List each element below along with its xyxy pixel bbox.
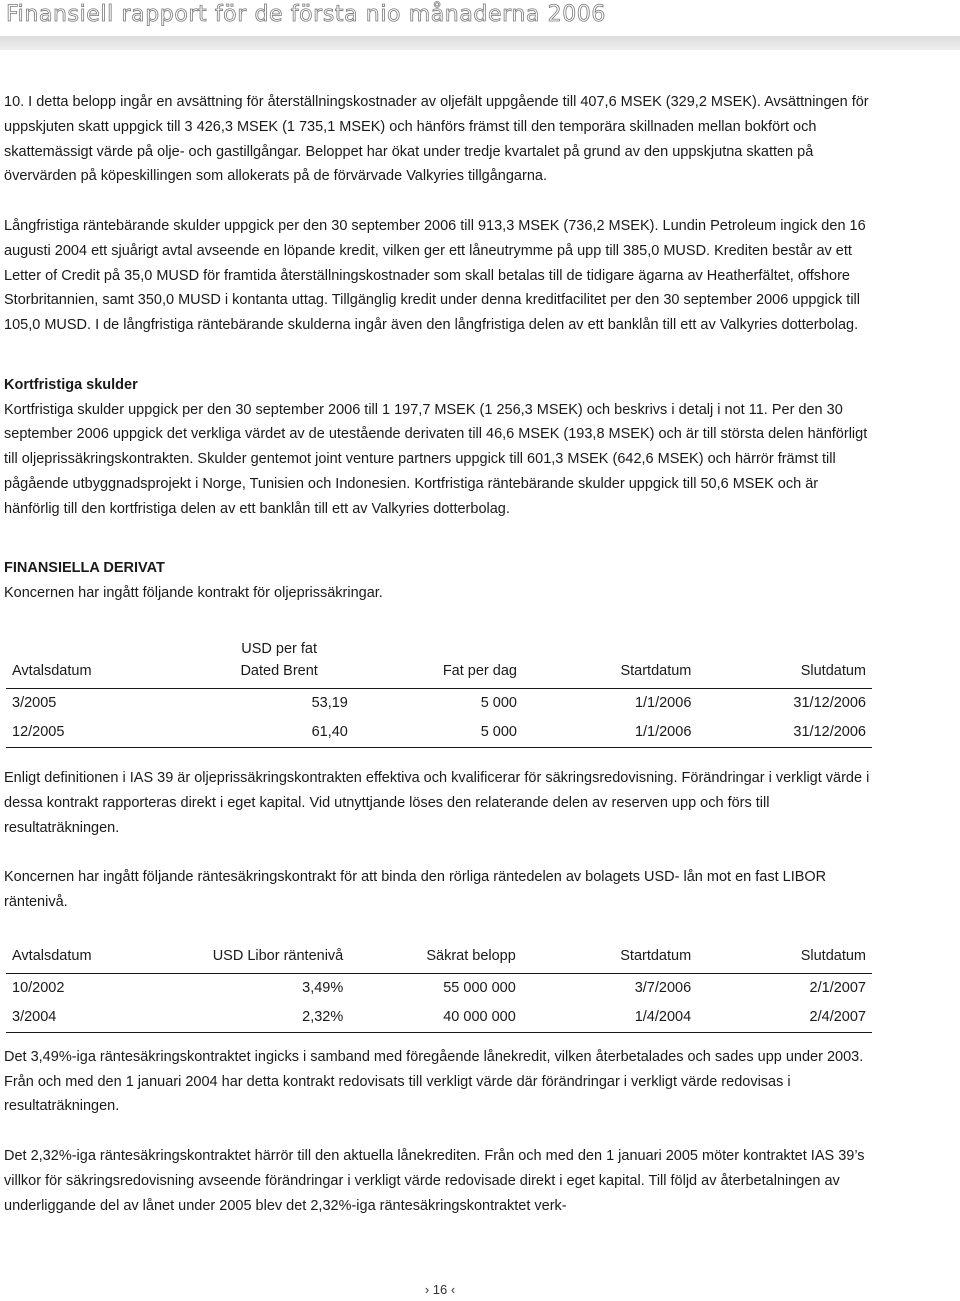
header-band [0,36,960,50]
short-term-liabilities-heading: Kortfristiga skulder [4,376,138,393]
column-header: Avtalsdatum [6,638,204,689]
table-cell: 40 000 000 [349,1003,522,1033]
table-cell: 3/7/2006 [634,979,692,996]
long-term-liabilities-paragraph: Långfristiga räntebärande skulder uppgick per den 30 september 2006 till 913,3 MSEK (736,2 MSEK). Lundin Petroleum ingick den 16 augusti 2004 ett sjuårigt avtal avseende en löpande kredit, vilken ger ett låneutrymme på upp till 385,0 MUSD. Krediten består av ett Letter of Credit på 35,0 MUSD för framtida återställningskostnader som skall betalas till de tidigare ägarna av Heatherfältet, offshore Storbritannien, samt 350,0 MUSD i kontanta uttag. Tillgänglig kredit under denna kreditfacilitet per den 30 september 2006 uppgick till 105,0 MUSD. I de långfristiga räntebärande skulderna ingår även den långfristiga delen av ett banklån till ett av Valkyries dotterbolag. [4,217,866,334]
table-cell: 55 000 000 [443,979,516,996]
table-cell: 3/2005 [12,694,57,711]
column-header: Startdatum [522,945,697,974]
report-header-title: Finansiell rapport för de första nio månaderna 2006 [6,2,606,27]
note-10-paragraph: 10. I detta belopp ingår en avsättning för återställningskostnader av oljefält uppgående till 407,6 MSEK (329,2 MSEK). Avsättningen för uppskjuten skatt uppgick till 3 426,3 MSEK (1 735,1 MSEK) och hänförs främst till den temporära skillnaden mellan bokfört och skattemässigt värde på olje- och gastillgångar. Beloppet har ökat under tredje kvartalet på grund av den uppskjutna skatten på övervärden på köpeskillingen som allokerats på de förvärvade Valkyries tillgångarna. [4,94,869,185]
column-header: USD Libor räntenivå [179,945,350,974]
table-cell: 31/12/2006 [793,694,866,711]
oil-hedge-intro: Koncernen har ingått följande kontrakt för oljeprissäkringar. [4,585,383,602]
interest-hedge-table [6,945,872,1033]
table-cell: 61,40 [204,718,353,748]
column-header: Startdatum [523,638,697,689]
column-header: Säkrat belopp [349,945,522,974]
oil-hedge-table [6,638,872,748]
interest-hedge-intro: Koncernen har ingått följande räntesäkringskontrakt för att binda den rörliga räntedelen av bolagets USD- lån mot en fast LIBOR räntenivå. [4,869,827,910]
table-row [6,688,872,718]
table-row [6,1003,872,1033]
table-cell: 1/1/2006 [634,694,692,711]
table-cell: 1/1/2006 [523,718,697,748]
table-cell: 53,19 [311,694,348,711]
financial-derivatives-heading: FINANSIELLA DERIVAT [4,560,165,577]
ias39-paragraph: Enligt definitionen i IAS 39 är oljeprissäkringskontrakten effektiva och kvalificerar för säkringsredovisning. Förändringar i verkligt värde i dessa kontrakt rapporteras direkt i eget kapital. Vid utnyttjande löses den relaterande delen av reserven upp och förs till resultaträkningen. [4,769,870,836]
table-row [6,973,872,1003]
table-cell: 12/2005 [6,718,204,748]
table-cell: 31/12/2006 [697,718,872,748]
table-cell: 2/4/2007 [697,1003,872,1033]
table-cell: 3/2004 [6,1003,179,1033]
page-content [4,90,874,1218]
table-row [6,718,872,748]
page-number: › 16 ‹ [424,1282,456,1297]
column-header-line: USD per fat [241,640,318,657]
column-header-line: Dated Brent [240,662,318,679]
table-cell: 5 000 [354,718,523,748]
rate-232-paragraph: Det 2,32%-iga räntesäkringskontraktet härrör till den aktuella lånekrediten. Från och med den 1 januari 2005 möter kontraktet IAS 39’s villkor för säkringsredovisning avseende förändringar i verkligt värde redovisade direkt i eget kapital. Till följd av återbetalningen av underliggande del av lånet under 2005 blev det 2,32%-iga räntesäkringskontraktet verk- [4,1147,865,1214]
column-header [204,638,353,689]
column-header: Slutdatum [697,945,872,974]
column-header: Avtalsdatum [6,945,179,974]
table-header-row [6,945,872,974]
column-header: Fat per dag [354,638,523,689]
column-header: Slutdatum [697,638,872,689]
table-header-row [6,638,872,689]
table-cell: 10/2002 [12,979,65,996]
short-term-liabilities-paragraph: Kortfristiga skulder uppgick per den 30 september 2006 till 1 197,7 MSEK (1 256,3 MSEK) och beskrivs i detalj i not 11. Per den 30 september 2006 uppgick det verkliga värdet av de utestående derivaten till 46,6 MSEK (193,8 MSEK) och är till största delen hänförligt till oljeprissäkringskontrakten. Skulder gentemot joint venture partners uppgick till 601,3 MSEK (642,6 MSEK) och härrör främst till pågående utbyggnadsprojekt i Norge, Tunisien och Indonesien. Kortfristiga räntebärande skulder uppgick till 50,6 MSEK och är hänförlig till den kortfristiga delen av ett banklån till ett av Valkyries dotterbolag. [4,401,868,517]
table-cell: 2/1/2007 [809,979,866,996]
table-cell: 1/4/2004 [522,1003,697,1033]
table-cell: 3,49% [302,979,344,996]
table-cell: 5 000 [480,694,517,711]
rate-349-paragraph: Det 3,49%-iga räntesäkringskontraktet ingicks i samband med föregående lånekredit, vilken återbetalades och sades upp under 2003. Från och med den 1 januari 2004 har detta kontrakt redovisats till verkligt värde där förändringar i verkligt värde redovisas i resultaträkningen. [4,1048,864,1115]
table-cell: 2,32% [179,1003,350,1033]
